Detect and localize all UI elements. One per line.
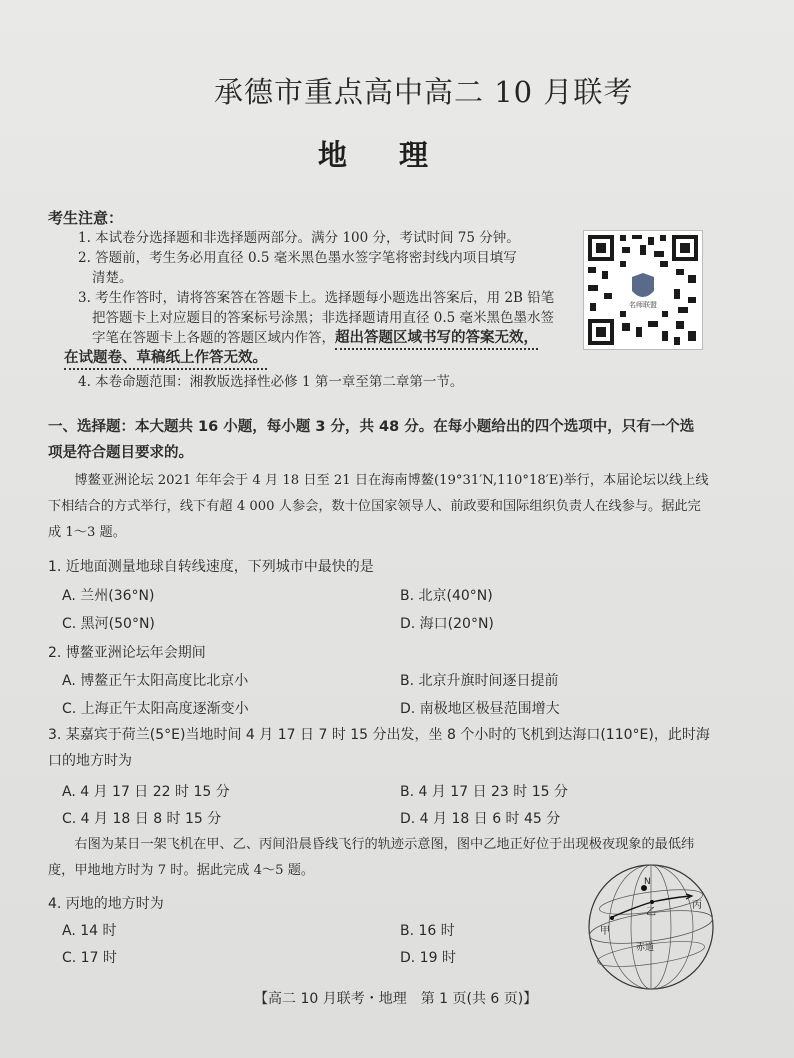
question-4-option-a: A. 14 时	[62, 923, 117, 939]
exam-title: 承德市重点高中高二 10 月联考	[214, 75, 634, 109]
question-3-option-d: D. 4 月 18 日 6 时 45 分	[400, 811, 561, 827]
globe-figure	[586, 862, 716, 992]
question-3-option-a: A. 4 月 17 日 22 时 15 分	[62, 784, 230, 800]
notice-item-2b: 清楚。	[92, 270, 133, 286]
question-3-option-b: B. 4 月 17 日 23 时 15 分	[400, 784, 569, 800]
question-2-option-a: A. 博鳌正午太阳高度比北京小	[62, 673, 249, 689]
question-1-option-d: D. 海口(20°N)	[400, 616, 494, 632]
notice-emphasis-2: 在试题卷、草稿纸上作答无效。	[64, 350, 267, 370]
question-2-stem: 2. 博鳌亚洲论坛年会期间	[48, 645, 206, 661]
question-2-option-c: C. 上海正午太阳高度逐渐变小	[62, 701, 249, 717]
notice-emphasis-1: 超出答题区域书写的答案无效，	[335, 330, 538, 350]
question-2-option-b: B. 北京升旗时间逐日提前	[400, 673, 559, 689]
question-4-option-b: B. 16 时	[400, 923, 455, 939]
subject-title: 地理	[318, 138, 481, 172]
notice-item-2a: 2. 答题前，考生务必用直径 0.5 毫米黑色墨水签字笔将密封线内项目填写	[78, 250, 517, 266]
notice-item-3a: 3. 考生作答时，请将答案答在答题卡上。选择题每小题选出答案后，用 2B 铅笔	[78, 290, 555, 306]
question-3-stem: 3. 某嘉宾于荷兰(5°E)当地时间 4 月 17 日 7 时 15 分出发，坐 8 个小时的飞机到达海口(110°E)，此时海口的地方时为	[48, 727, 710, 769]
question-2-option-d: D. 南极地区极昼范围增大	[400, 701, 560, 717]
passage-2: 右图为某日一架飞机在甲、乙、丙间沿晨昏线飞行的轨迹示意图，图中乙地正好位于出现极夜现象的最低纬度，甲地地方时为 7 时。据此完成 4～5 题。	[48, 837, 695, 878]
passage-1: 博鳌亚洲论坛 2021 年年会于 4 月 18 日至 21 日在海南博鳌(19°31′N,110°18′E)举行，本届论坛以线上线下相结合的方式举行，线下有超 4 000 人参会，数十位国家领导人、前政要和国际组织负责人在线参与。据此完成 1～3 题。	[48, 473, 709, 540]
figure-label-yi: 乙	[646, 907, 656, 918]
qr-code	[583, 230, 703, 350]
page-footer: 【高二 10 月联考・地理 第 1 页(共 6 页)】	[254, 991, 538, 1007]
question-1-stem: 1. 近地面测量地球自转线速度，下列城市中最快的是	[48, 559, 374, 575]
question-1-option-a: A. 兰州(36°N)	[62, 588, 155, 604]
notice-heading: 考生注意：	[48, 209, 124, 227]
notice-item-3c: 字笔在答题卡上各题的答题区域内作答，	[92, 330, 335, 346]
notice-item-3b: 把答题卡上对应题目的答案标号涂黑；非选择题请用直径 0.5 毫米黑色墨水签	[92, 310, 555, 326]
question-3-option-c: C. 4 月 18 日 8 时 15 分	[62, 811, 222, 827]
section-heading: 一、选择题：本大题共 16 小题，每小题 3 分，共 48 分。在每小题给出的四个选项中，只有一个选项是符合题目要求的。	[48, 419, 695, 461]
figure-label-n: N	[644, 877, 651, 887]
question-4-option-c: C. 17 时	[62, 950, 117, 966]
notice-item-4: 4. 本卷命题范围：湘教版选择性必修 1 第一章至第二章第一节。	[78, 374, 464, 390]
notice-item-3-line4	[64, 348, 267, 368]
notice-item-3-line3	[92, 328, 538, 348]
question-1-option-b: B. 北京(40°N)	[400, 588, 493, 604]
figure-label-equator: 赤道	[636, 943, 655, 953]
question-1-option-c: C. 黑河(50°N)	[62, 616, 155, 632]
figure-label-jia: 甲	[600, 926, 610, 937]
figure-label-bing: 丙	[692, 900, 702, 911]
qr-logo-text: 名师联盟	[629, 301, 657, 309]
notice-item-1: 1. 本试卷分选择题和非选择题两部分。满分 100 分，考试时间 75 分钟。	[78, 230, 520, 246]
question-4-stem: 4. 丙地的地方时为	[48, 896, 164, 912]
question-4-option-d: D. 19 时	[400, 950, 456, 966]
